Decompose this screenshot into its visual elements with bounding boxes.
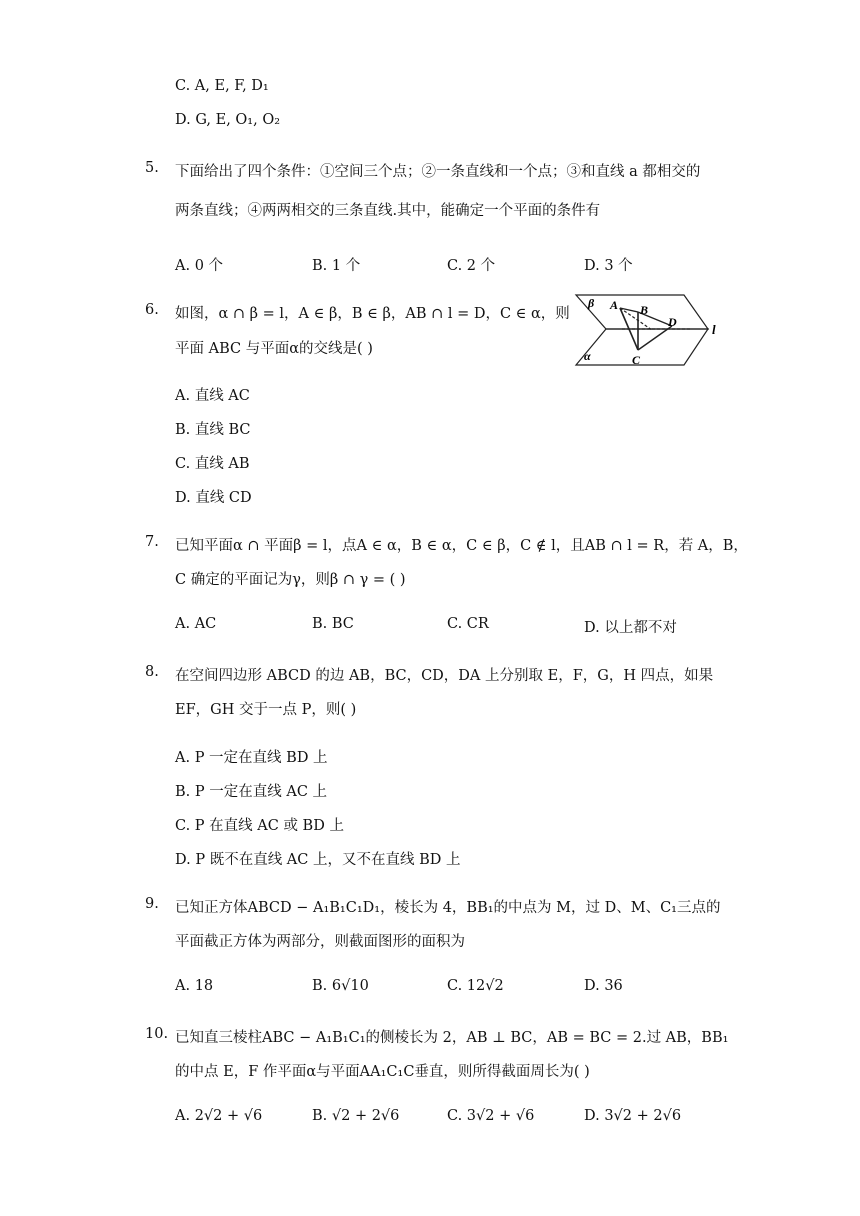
label-alpha: α (584, 349, 591, 363)
question-text-line1: 已知平面α ∩ 平面β = l，点A ∈ α，B ∈ α，C ∈ β，C ∉ l，且AB ∩ l = R，若 A，B， (175, 538, 748, 554)
label-beta: β (588, 296, 595, 310)
option-d: D. 36 (584, 978, 623, 994)
option-c: C. CR (447, 616, 489, 632)
option-a: A. 2√2 + √6 (175, 1108, 263, 1124)
option-d: D. P 既不在直线 AC 上，又不在直线 BD 上 (175, 852, 461, 868)
question-text-line2: 平面截正方体为两部分，则截面图形的面积为 (175, 934, 465, 950)
option-c: C. 2 个 (447, 258, 496, 274)
question-number: 5. (145, 160, 159, 176)
question-text-line2: 两条直线；④两两相交的三条直线.其中，能确定一个平面的条件有 (175, 203, 601, 219)
label-c: C (632, 353, 641, 367)
option-a: A. AC (175, 616, 217, 632)
option-c: C. P 在直线 AC 或 BD 上 (175, 818, 344, 834)
question-text-line1: 已知直三棱柱ABC − A₁B₁C₁的侧棱长为 2，AB ⊥ BC，AB = BC = 2.过 AB，BB₁ (175, 1030, 729, 1046)
option-c: C. 12√2 (447, 978, 504, 994)
question-number: 6. (145, 302, 159, 318)
option-c: C. 直线 AB (175, 456, 250, 472)
option-a: A. 0 个 (175, 258, 224, 274)
plane-intersection-figure (572, 292, 722, 372)
option-b: B. 6√10 (312, 978, 369, 994)
question-number: 7. (145, 534, 159, 550)
question-text-line2: C 确定的平面记为γ，则β ∩ γ = ( ) (175, 572, 406, 588)
question-number: 9. (145, 896, 159, 912)
option-d: D. 3 个 (584, 258, 633, 274)
label-a: A (610, 298, 619, 312)
label-d: D (668, 315, 677, 329)
option-b: B. 直线 BC (175, 422, 251, 438)
option-b: B. 1 个 (312, 258, 361, 274)
option-b: B. BC (312, 616, 354, 632)
question-text-line2: EF，GH 交于一点 P，则( ) (175, 702, 357, 718)
label-b: B (640, 303, 649, 317)
question-number: 10. (145, 1026, 169, 1042)
option-b: B. √2 + 2√6 (312, 1108, 400, 1124)
label-l: l (712, 322, 716, 337)
question-text-line2: 平面 ABC 与平面α的交线是( ) (175, 341, 373, 357)
option-a: A. P 一定在直线 BD 上 (175, 750, 328, 766)
question-text-line1: 已知正方体ABCD − A₁B₁C₁D₁，棱长为 4，BB₁的中点为 M，过 D、M、C₁三点的 (175, 900, 721, 916)
option-b: B. P 一定在直线 AC 上 (175, 784, 328, 800)
option-c: C. A, E, F, D₁ (175, 78, 269, 94)
question-text-line1: 下面给出了四个条件：①空间三个点；②一条直线和一个点；③和直线 a 都相交的 (175, 164, 701, 180)
question-text-line2: 的中点 E，F 作平面α与平面AA₁C₁C垂直，则所得截面周长为( ) (175, 1064, 590, 1080)
question-number: 8. (145, 664, 159, 680)
question-text-line1: 在空间四边形 ABCD 的边 AB，BC，CD，DA 上分别取 E，F，G，H 四点，如果 (175, 668, 714, 684)
option-d: D. 以上都不对 (584, 620, 677, 636)
option-a: A. 直线 AC (175, 388, 250, 404)
option-c: C. 3√2 + √6 (447, 1108, 535, 1124)
option-a: A. 18 (175, 978, 214, 994)
option-d: D. 直线 CD (175, 490, 252, 506)
option-d: D. 3√2 + 2√6 (584, 1108, 682, 1124)
option-d: D. G, E, O₁, O₂ (175, 112, 281, 128)
question-text-line1: 如图，α ∩ β = l，A ∈ β，B ∈ β，AB ∩ l = D，C ∈ α，则 (175, 306, 570, 322)
